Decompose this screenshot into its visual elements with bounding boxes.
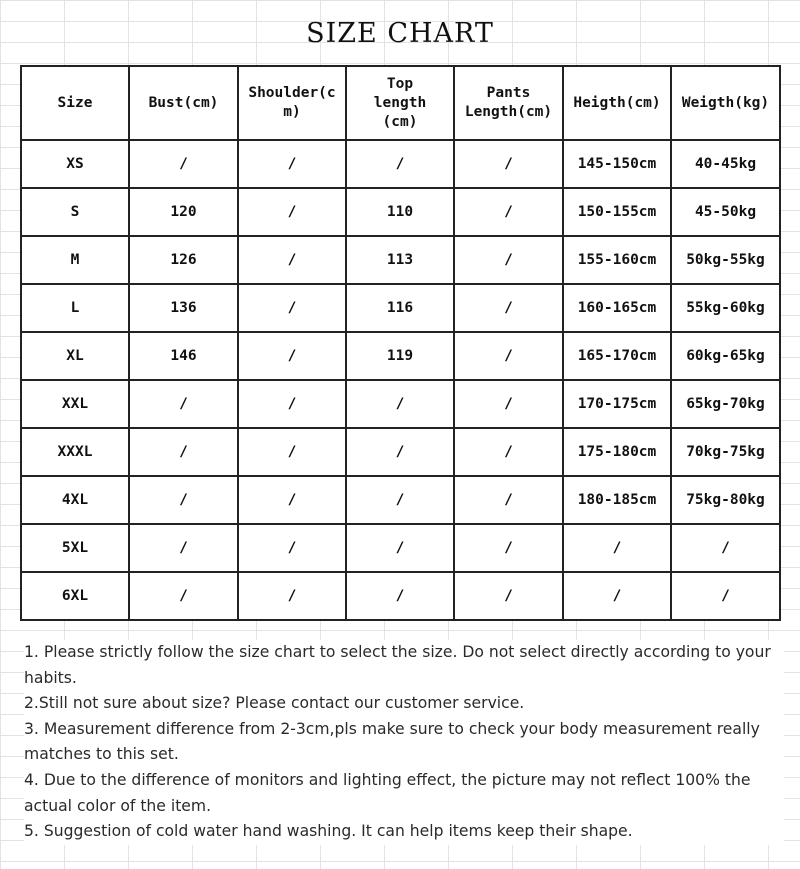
cell-weight: 75kg-80kg: [671, 476, 780, 524]
header-height: Heigth(cm): [563, 66, 671, 140]
cell-top-length: /: [346, 524, 454, 572]
cell-top-length: /: [346, 140, 454, 188]
cell-height: 155-160cm: [563, 236, 671, 284]
cell-shoulder: /: [238, 428, 346, 476]
cell-shoulder: /: [238, 236, 346, 284]
cell-height: /: [563, 572, 671, 620]
cell-bust: 146: [129, 332, 238, 380]
cell-height: 180-185cm: [563, 476, 671, 524]
cell-top-length: 110: [346, 188, 454, 236]
cell-pants-length: /: [454, 236, 563, 284]
cell-pants-length: /: [454, 188, 563, 236]
cell-shoulder: /: [238, 572, 346, 620]
header-bust: Bust(cm): [129, 66, 238, 140]
size-table-body: [21, 140, 780, 620]
cell-pants-length: /: [454, 572, 563, 620]
cell-height: 160-165cm: [563, 284, 671, 332]
cell-pants-length: /: [454, 428, 563, 476]
cell-pants-length: /: [454, 284, 563, 332]
table-row: [21, 332, 780, 380]
cell-weight: /: [671, 572, 780, 620]
cell-shoulder: /: [238, 188, 346, 236]
cell-size: XL: [21, 332, 129, 380]
cell-weight: 65kg-70kg: [671, 380, 780, 428]
header-shoulder: Shoulder(cm): [238, 66, 346, 140]
table-row: [21, 236, 780, 284]
note-4: 4. Due to the difference of monitors and lighting effect, the picture may not reflect 100% the actual color of the item.: [24, 770, 751, 815]
cell-top-length: /: [346, 572, 454, 620]
table-row: [21, 428, 780, 476]
cell-bust: /: [129, 428, 238, 476]
cell-size: XXXL: [21, 428, 129, 476]
cell-bust: /: [129, 140, 238, 188]
note-3: 3. Measurement difference from 2-3cm,pls make sure to check your body measurement really matches to this set.: [24, 719, 760, 764]
header-pants-length: Pants Length(cm): [454, 66, 563, 140]
cell-height: 170-175cm: [563, 380, 671, 428]
cell-size: 6XL: [21, 572, 129, 620]
note-1: 1. Please strictly follow the size chart to select the size. Do not select directly according to your habits.: [24, 643, 771, 687]
cell-pants-length: /: [454, 380, 563, 428]
note-2: 2.Still not sure about size? Please contact our customer service.: [24, 694, 525, 713]
cell-top-length: 116: [346, 284, 454, 332]
cell-weight: 45-50kg: [671, 188, 780, 236]
cell-bust: 126: [129, 236, 238, 284]
cell-bust: /: [129, 572, 238, 620]
cell-weight: 40-45kg: [671, 140, 780, 188]
cell-height: 145-150cm: [563, 140, 671, 188]
header-size: Size: [21, 66, 129, 140]
page-title: SIZE CHART: [306, 18, 494, 49]
note-5: 5. Suggestion of cold water hand washing. It can help items keep their shape.: [24, 822, 633, 841]
cell-weight: 60kg-65kg: [671, 332, 780, 380]
table-row: [21, 572, 780, 620]
table-row: [21, 284, 780, 332]
notes-section: [24, 640, 784, 845]
cell-bust: /: [129, 524, 238, 572]
cell-shoulder: /: [238, 140, 346, 188]
cell-weight: 70kg-75kg: [671, 428, 780, 476]
cell-height: 175-180cm: [563, 428, 671, 476]
cell-size: 4XL: [21, 476, 129, 524]
cell-size: L: [21, 284, 129, 332]
cell-size: XXL: [21, 380, 129, 428]
cell-weight: 55kg-60kg: [671, 284, 780, 332]
cell-pants-length: /: [454, 140, 563, 188]
cell-pants-length: /: [454, 332, 563, 380]
cell-height: 150-155cm: [563, 188, 671, 236]
table-row: [21, 140, 780, 188]
cell-size: S: [21, 188, 129, 236]
header-weight: Weigth(kg): [671, 66, 780, 140]
cell-size: M: [21, 236, 129, 284]
cell-height: /: [563, 524, 671, 572]
header-top-length: Top length (cm): [346, 66, 454, 140]
table-row: [21, 524, 780, 572]
size-chart-table: [20, 65, 781, 621]
cell-shoulder: /: [238, 476, 346, 524]
cell-top-length: /: [346, 380, 454, 428]
table-row: [21, 476, 780, 524]
cell-height: 165-170cm: [563, 332, 671, 380]
table-header-row: [21, 66, 780, 140]
cell-top-length: 119: [346, 332, 454, 380]
cell-top-length: 113: [346, 236, 454, 284]
cell-size: XS: [21, 140, 129, 188]
cell-pants-length: /: [454, 476, 563, 524]
table-row: [21, 188, 780, 236]
cell-shoulder: /: [238, 524, 346, 572]
cell-bust: /: [129, 476, 238, 524]
cell-shoulder: /: [238, 380, 346, 428]
cell-bust: 136: [129, 284, 238, 332]
cell-bust: 120: [129, 188, 238, 236]
table-row: [21, 380, 780, 428]
cell-shoulder: /: [238, 284, 346, 332]
cell-weight: 50kg-55kg: [671, 236, 780, 284]
cell-top-length: /: [346, 476, 454, 524]
cell-top-length: /: [346, 428, 454, 476]
cell-bust: /: [129, 380, 238, 428]
cell-weight: /: [671, 524, 780, 572]
cell-shoulder: /: [238, 332, 346, 380]
cell-pants-length: /: [454, 524, 563, 572]
cell-size: 5XL: [21, 524, 129, 572]
